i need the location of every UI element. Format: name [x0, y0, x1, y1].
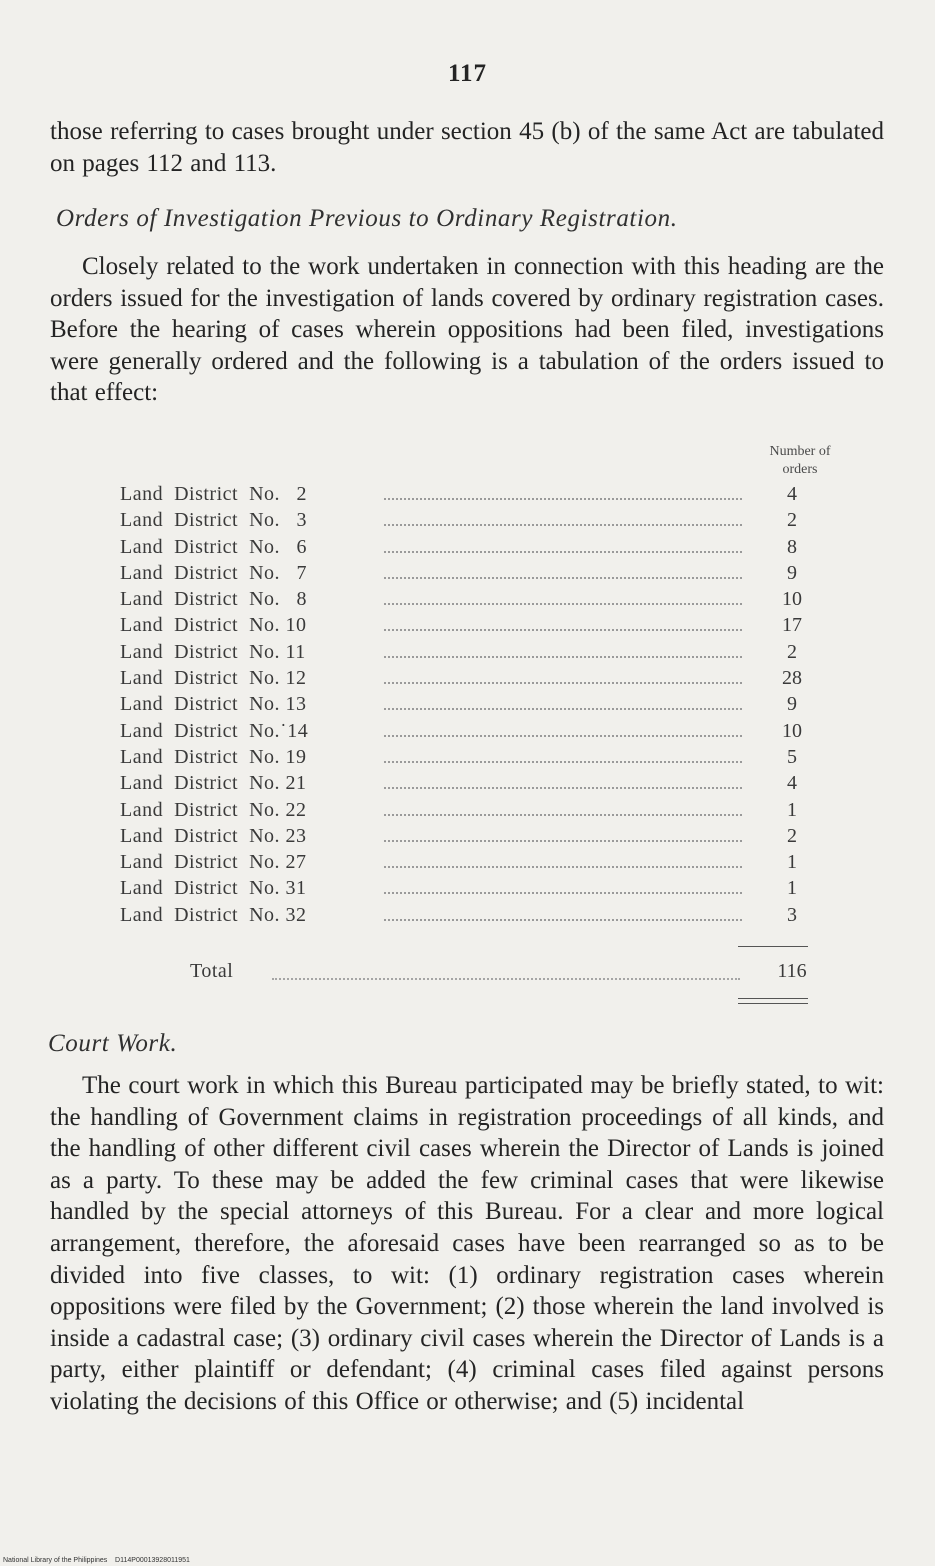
row-value: 5: [787, 745, 797, 768]
page-number: 117: [447, 60, 488, 87]
row-label: Land District No. 8: [120, 588, 308, 611]
leader-dots: [384, 708, 742, 710]
row-label: Land District No. 10: [120, 614, 307, 637]
row-value: 1: [787, 798, 797, 821]
row-label: Land District No. 27: [120, 851, 307, 874]
row-value: 4: [787, 483, 797, 505]
row-value: 9: [787, 693, 797, 716]
court-work-paragraph: The court work in which this Bureau participated may be briefly stated, to wit: the handling of Government claims in registration proceedings of all kinds, and the handling of other different civil cases wherein the Director of Lands is joined as a party. To these may be added the few criminal cases that were likewise handled by the special attorneys of this Bureau. For a clear and more logical arrangement, therefore, the aforesaid cases have been rearranged so as to be divided into five classes, to wit: (1) ordinary registration cases wherein oppositions were filed by the Government; (2) those wherein the land involved is inside a cadastral case; (3) ordinary civil cases wherein the Director of Lands is a party, either plaintiff or defendant; (4) criminal cases filed against persons violating the decisions of this Office or otherwise; and (5) incidental: [50, 1072, 884, 1415]
total-label: Total: [190, 960, 234, 982]
leader-dots: [384, 524, 742, 526]
row-label: Land District No. 6: [120, 535, 308, 558]
leader-dots: [384, 498, 742, 500]
row-label: Land District No. 7: [120, 561, 308, 584]
table-row: [120, 560, 820, 586]
leader-dots: [384, 866, 742, 868]
table-row: [120, 875, 820, 901]
table-row: [120, 507, 820, 533]
total-row: [190, 960, 820, 988]
table-row: [120, 534, 820, 560]
table-row: [120, 665, 820, 691]
table-row: [120, 481, 820, 507]
orders-paragraph: Closely related to the work undertaken in connection with this heading are the orders issued for the investigation of lands covered by ordinary registration cases. Before the hearing of cases wherein oppositions had been filed, investigations were generally ordered and the following is a tabulation of the orders issued to that effect:: [50, 253, 884, 406]
row-label: Land District No. 23: [120, 824, 307, 847]
row-label: Land District No. 11: [120, 640, 306, 663]
table-row: [120, 691, 820, 717]
table-row: [120, 612, 820, 638]
row-value: 3: [787, 903, 797, 926]
table-row: [120, 823, 820, 849]
row-label: Land District No. 32: [120, 903, 307, 926]
row-label: Land District No. 2: [120, 483, 308, 505]
row-label: Land District No. 22: [120, 798, 307, 821]
section-heading-court-work: Court Work.: [48, 1030, 178, 1057]
row-label: Land District No.˙14: [120, 719, 309, 742]
column-header-line2: orders: [782, 462, 818, 477]
row-value: 2: [787, 509, 797, 532]
table-row: [120, 718, 820, 744]
intro-paragraph: those referring to cases brought under section 45 (b) of the same Act are tabulated on pages 112 and 113.: [50, 118, 884, 177]
row-value: 28: [782, 667, 802, 690]
leader-dots: [384, 840, 742, 842]
table-row: [120, 902, 820, 928]
leader-dots: [384, 551, 742, 553]
column-header-number-of-orders: [740, 443, 860, 479]
leader-dots: [384, 892, 742, 894]
sum-rule: [738, 946, 808, 947]
table-row: [120, 744, 820, 770]
row-value: 4: [787, 772, 797, 795]
leader-dots: [384, 919, 742, 921]
leader-dots: [384, 761, 742, 763]
row-value: 10: [782, 719, 802, 742]
total-value: 116: [777, 960, 807, 982]
row-label: Land District No. 13: [120, 693, 307, 716]
table-row: [120, 770, 820, 796]
row-label: Land District No. 21: [120, 772, 307, 795]
leader-dots: [384, 787, 742, 789]
row-value: 10: [782, 588, 802, 611]
orders-table: [120, 481, 820, 928]
section-heading-orders: Orders of Investigation Previous to Ordinary Registration.: [56, 205, 678, 232]
row-value: 9: [787, 561, 797, 584]
row-label: Land District No. 3: [120, 509, 308, 532]
table-row: [120, 639, 820, 665]
scan-footer-id: National Library of the Philippines D114P00013928011951: [3, 1557, 190, 1564]
leader-dots: [384, 814, 742, 816]
table-row: [120, 797, 820, 823]
double-rule: [738, 998, 808, 1004]
table-row: [120, 849, 820, 875]
row-value: 1: [787, 851, 797, 874]
leader-dots: [384, 682, 742, 684]
leader-dots: [384, 603, 742, 605]
leader-dots: [384, 629, 742, 631]
row-label: Land District No. 31: [120, 877, 307, 900]
column-header-line1: Number of: [769, 444, 831, 459]
table-row: [120, 586, 820, 612]
row-value: 2: [787, 824, 797, 847]
leader-dots: [384, 577, 742, 579]
row-label: Land District No. 12: [120, 667, 307, 690]
row-value: 1: [787, 877, 797, 900]
leader-dots: [384, 735, 742, 737]
row-value: 8: [787, 535, 797, 558]
leader-dots: [384, 656, 742, 658]
leader-dots: [272, 978, 740, 980]
row-value: 2: [787, 640, 797, 663]
row-value: 17: [782, 614, 802, 637]
row-label: Land District No. 19: [120, 745, 307, 768]
